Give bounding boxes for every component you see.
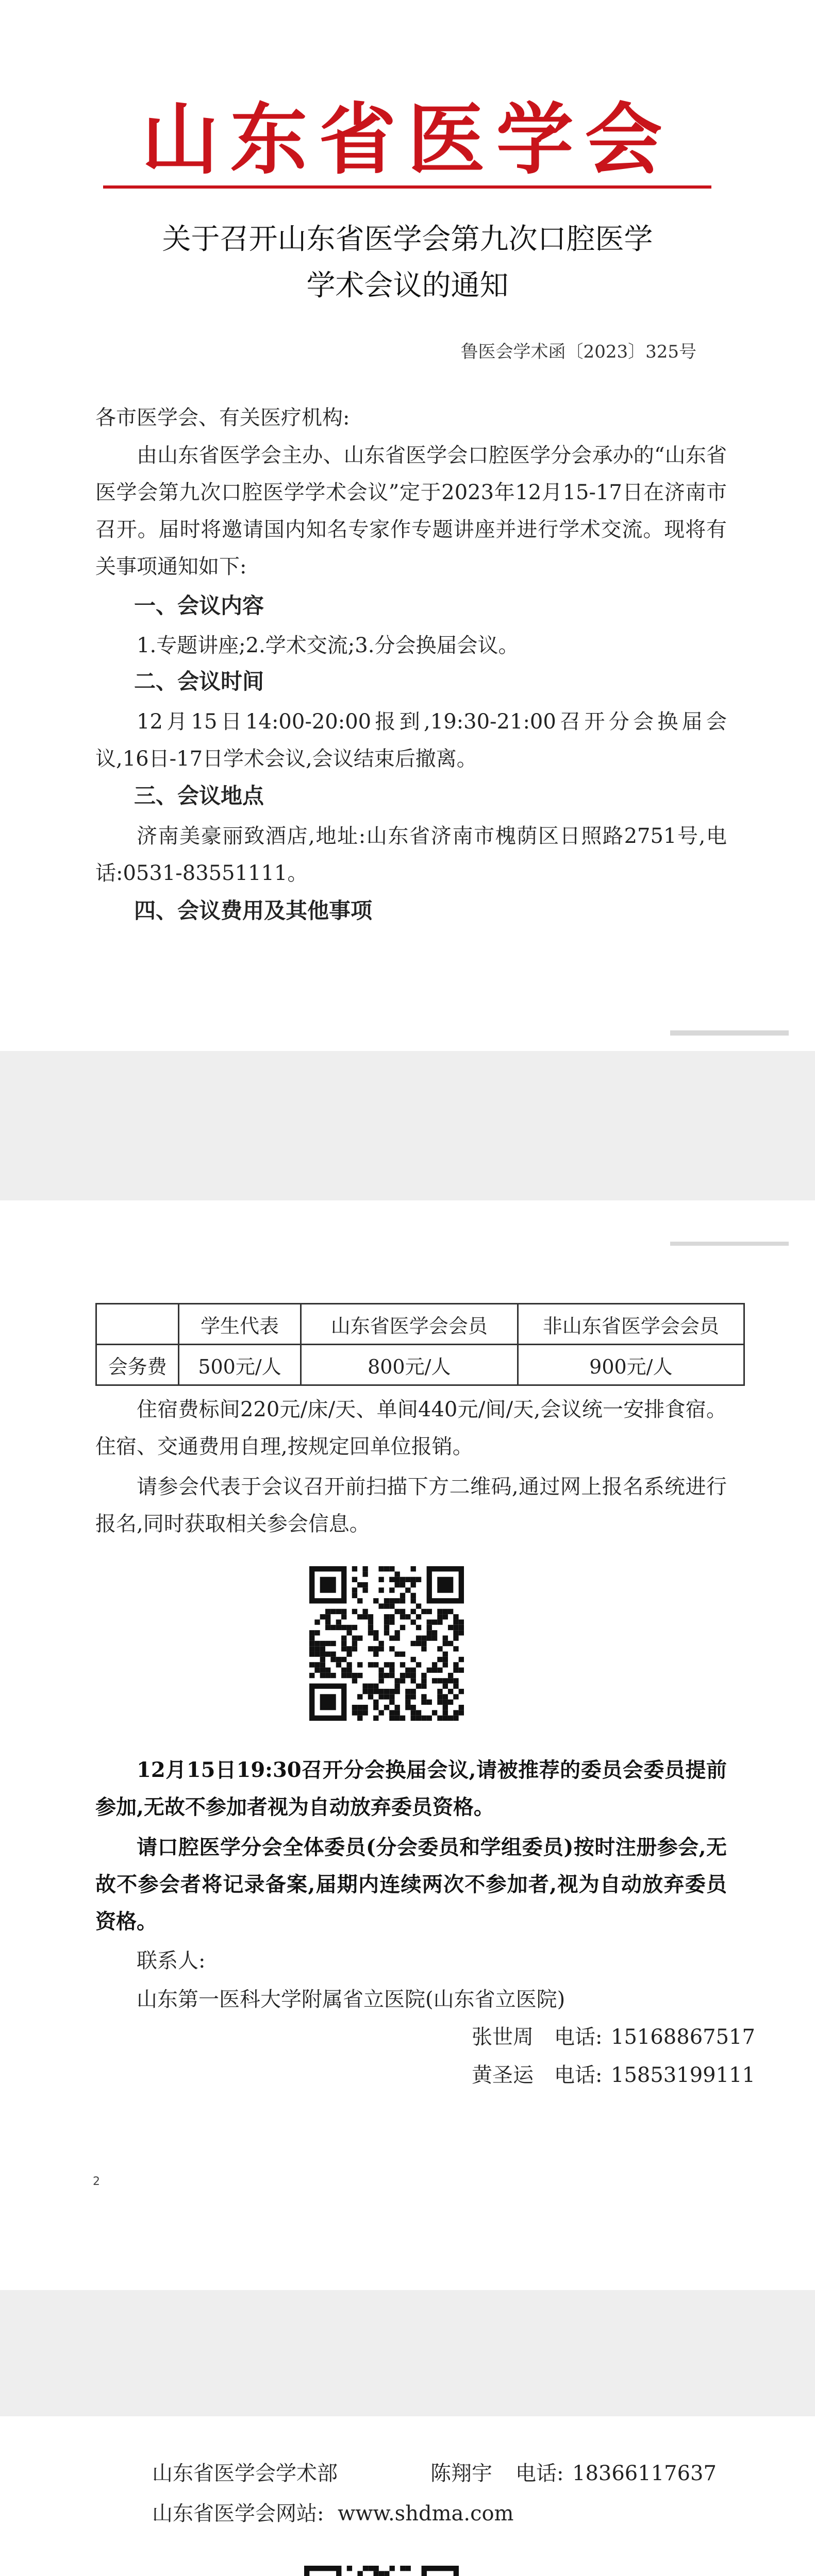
website-url[interactable]: www.shdma.com [338,2502,514,2526]
scan-artifact [670,1030,789,1036]
fee-table-header-member: 山东省医学会会员 [301,1304,518,1345]
fee-table-header-nonmember: 非山东省医学会会员 [518,1304,744,1345]
page-gap-2 [0,2290,815,2416]
section-1-text: 1.专题讲座;2.学术交流;3.分会换届会议。 [137,634,519,657]
fee-table-cell-nonmember: 900元/人 [518,1345,744,1385]
website-qr-code[interactable] [304,2566,459,2576]
dept-contact-name: 陈翔宇 [430,2462,492,2485]
fee-table-header-student: 学生代表 [179,1304,301,1345]
section-3-heading: 三、会议地点 [134,783,264,808]
contact-name-2: 黄圣运 [472,2063,534,2087]
notice-election-meeting: 12月15日19:30召开分会换届会议,请被推荐的委员会委员提前参加,无故不参加者视为自动放弃委员资格。 [95,1758,727,1819]
document-title-line-2: 学术会议的通知 [306,269,509,302]
document-title-line-1: 关于召开山东省医学会第九次口腔医学 [162,223,653,256]
lodging-paragraph: 住宿费标间220元/床/天、单间440元/间/天,会议统一安排食宿。住宿、交通费用自理,按规定回单位报销。 [95,1398,727,1459]
section-3-text: 济南美豪丽致酒店,地址:山东省济南市槐荫区日照路2751号,电话:0531-83551111。 [95,824,727,885]
dept-phone: 18366117637 [572,2462,717,2485]
section-2-heading: 二、会议时间 [134,669,264,694]
registration-paragraph: 请参会代表于会议召开前扫描下方二维码,通过网上报名系统进行报名,同时获取相关参会信息。 [95,1475,727,1536]
salutation: 各市医学会、有关医疗机构: [95,406,350,430]
fee-table-header-row [96,1304,744,1345]
registration-qr-code[interactable] [309,1566,464,1721]
notice-attendance: 请口腔医学分会全体委员(分会委员和学组委员)按时注册参会,无故不参会者将记录备案,届期内连续两次不参加者,视为自动放弃委员资格。 [95,1835,727,1934]
contact-phone-label-1: 电话: [554,2025,603,2049]
contact-phone-2: 15853199111 [611,2063,755,2087]
contact-name-1: 张世周 [472,2025,534,2049]
contact-hospital: 山东第一医科大学附属省立医院(山东省立医院) [137,1988,565,2011]
intro-paragraph: 由山东省医学会主办、山东省医学会口腔医学分会承办的“山东省医学会第九次口腔医学学术会议”定于2023年12月15-17日在济南市召开。届时将邀请国内知名专家作专题讲座并进行学术交流。现将有关事项通知如下: [95,444,727,579]
page-number-2: 2 [93,2175,100,2188]
contact-phone-1: 15168867517 [611,2025,755,2049]
page-1 [0,0,815,1051]
document-number: 鲁医会学术函〔2023〕325号 [460,342,696,362]
fee-table-cell-student: 500元/人 [179,1345,301,1385]
page-gap-1 [0,1051,815,1200]
dept-line: 山东省医学会学术部 [152,2462,338,2485]
dept-phone-label: 电话: [515,2462,564,2485]
letterhead-red-rule [103,185,711,189]
fee-table-row-label: 会务费 [96,1345,179,1385]
fee-table-cell-member: 800元/人 [301,1345,518,1385]
website-label: 山东省医学会网站: [152,2502,324,2526]
fee-table-corner-cell [96,1304,179,1345]
section-2-text: 12月15日14:00-20:00报到,19:30-21:00召开分会换届会议,16日-17日学术会议,会议结束后撤离。 [95,710,727,771]
fee-table-row [96,1345,744,1385]
scan-artifact [670,1242,789,1246]
section-4-heading: 四、会议费用及其他事项 [134,898,373,923]
fee-table [95,1303,745,1386]
letterhead-org-name: 山东省医学会 [141,95,674,185]
contact-phone-label-2: 电话: [554,2063,603,2087]
section-1-heading: 一、会议内容 [134,593,264,618]
contact-label: 联系人: [137,1949,206,1973]
